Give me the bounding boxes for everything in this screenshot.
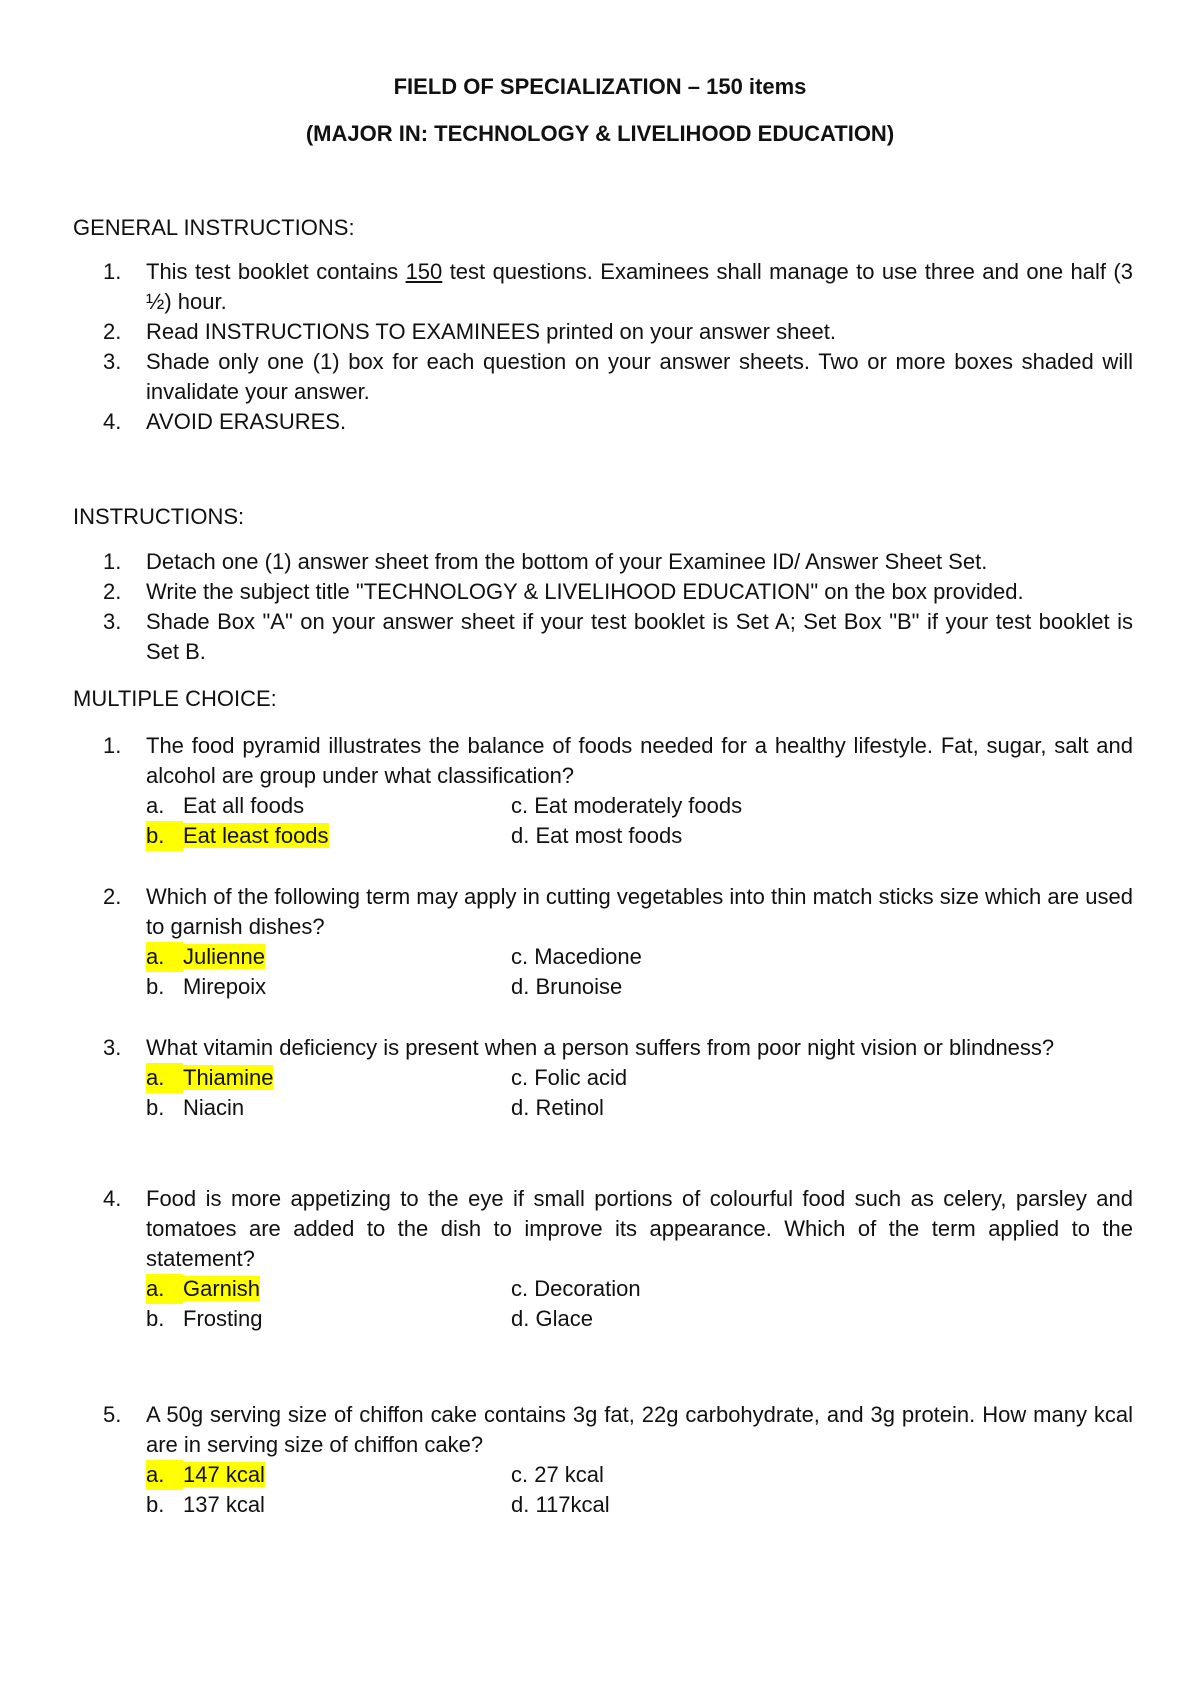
instructions-list xyxy=(73,547,1133,667)
question-stem xyxy=(73,1033,1133,1063)
option-b: b. Frosting xyxy=(146,1306,263,1331)
answer-options xyxy=(146,1063,1133,1123)
list-item xyxy=(73,257,1133,317)
option-c: c. Folic acid xyxy=(511,1065,628,1090)
item-text: AVOID ERASURES. xyxy=(146,409,347,434)
question-number: 3. xyxy=(103,1035,122,1060)
item-text: Read INSTRUCTIONS TO EXAMINEES printed on your answer sheet. xyxy=(146,319,837,344)
item-number: 2. xyxy=(103,579,122,604)
option-d: d. Glace xyxy=(511,1306,593,1331)
question-stem xyxy=(73,731,1133,791)
general-instructions-list xyxy=(73,257,1133,437)
option-a: a. Garnish xyxy=(146,1274,260,1304)
item-text: This test booklet contains 150 test questions. Examinees shall manage to use three and one half (3 ½) hour. xyxy=(146,259,1133,314)
question-5 xyxy=(73,1400,1133,1520)
question-stem xyxy=(73,1184,1133,1274)
question-text: Which of the following term may apply in cutting vegetables into thin match sticks size which are used to garnish dishes? xyxy=(146,884,1133,939)
option-b: b. 137 kcal xyxy=(146,1492,265,1517)
question-text: The food pyramid illustrates the balance of foods needed for a healthy lifestyle. Fat, sugar, salt and alcohol are group under what classification? xyxy=(146,733,1133,788)
list-item xyxy=(73,607,1133,667)
item-number: 2. xyxy=(103,319,122,344)
question-number: 4. xyxy=(103,1186,122,1211)
item-number: 1. xyxy=(103,549,122,574)
item-text: Detach one (1) answer sheet from the bottom of your Examinee ID/ Answer Sheet Set. xyxy=(146,549,988,574)
answer-options xyxy=(146,791,1133,851)
question-1 xyxy=(73,731,1133,851)
question-4 xyxy=(73,1184,1133,1334)
answer-options xyxy=(146,1274,1133,1334)
question-3 xyxy=(73,1033,1133,1123)
item-text: Write the subject title "TECHNOLOGY & LIVELIHOOD EDUCATION" on the box provided. xyxy=(146,579,1024,604)
page-subtitle: (MAJOR IN: TECHNOLOGY & LIVELIHOOD EDUCATION) xyxy=(305,121,895,146)
option-a: a. Eat all foods xyxy=(146,793,305,818)
item-text: Shade only one (1) box for each question on your answer sheets. Two or more boxes shaded will invalidate your answer. xyxy=(146,349,1133,404)
option-c: c. 27 kcal xyxy=(511,1462,604,1487)
answer-options xyxy=(146,1460,1133,1520)
list-item xyxy=(73,577,1133,607)
question-text: A 50g serving size of chiffon cake contains 3g fat, 22g carbohydrate, and 3g protein. How many kcal are in serving size of chiffon cake? xyxy=(146,1402,1133,1457)
option-a: a. Julienne xyxy=(146,942,265,972)
option-d: d. Retinol xyxy=(511,1095,604,1120)
underlined-count: 150 xyxy=(405,259,443,284)
option-b: b. Eat least foods xyxy=(146,821,329,851)
option-b: b. Mirepoix xyxy=(146,974,267,999)
correct-answer-highlight: 147 kcal xyxy=(183,1462,265,1487)
correct-answer-highlight: Thiamine xyxy=(183,1065,274,1090)
option-c: c. Decoration xyxy=(511,1276,641,1301)
correct-answer-highlight: Eat least foods xyxy=(183,823,329,848)
option-a: a. 147 kcal xyxy=(146,1460,265,1490)
question-number: 1. xyxy=(103,733,122,758)
question-2 xyxy=(73,882,1133,1002)
item-text: Shade Box "A" on your answer sheet if your test booklet is Set A; Set Box "B" if your test booklet is Set B. xyxy=(146,609,1133,664)
list-item xyxy=(73,347,1133,407)
list-item xyxy=(73,407,1133,437)
correct-answer-highlight: Garnish xyxy=(183,1276,261,1301)
option-d: d. 117kcal xyxy=(511,1492,610,1517)
question-stem xyxy=(73,882,1133,942)
option-c: c. Eat moderately foods xyxy=(511,793,743,818)
option-d: d. Brunoise xyxy=(511,974,623,999)
question-text: Food is more appetizing to the eye if small portions of colourful food such as celery, parsley and tomatoes are added to the dish to improve its appearance. Which of the term applied to the statement? xyxy=(146,1186,1133,1271)
item-number: 4. xyxy=(103,409,122,434)
multiple-choice-heading: MULTIPLE CHOICE: xyxy=(73,686,277,711)
item-number: 3. xyxy=(103,609,122,634)
question-number: 2. xyxy=(103,884,122,909)
correct-answer-highlight: Julienne xyxy=(183,944,265,969)
question-number: 5. xyxy=(103,1402,122,1427)
option-a: a. Thiamine xyxy=(146,1063,273,1093)
option-b: b. Niacin xyxy=(146,1095,245,1120)
instructions-heading: INSTRUCTIONS: xyxy=(73,504,245,529)
answer-options xyxy=(146,942,1133,1002)
general-instructions-heading: GENERAL INSTRUCTIONS: xyxy=(73,215,355,240)
option-d: d. Eat most foods xyxy=(511,823,683,848)
question-stem xyxy=(73,1400,1133,1460)
item-number: 1. xyxy=(103,259,122,284)
item-number: 3. xyxy=(103,349,122,374)
option-c: c. Macedione xyxy=(511,944,642,969)
page-title: FIELD OF SPECIALIZATION – 150 items xyxy=(393,74,807,99)
list-item xyxy=(73,317,1133,347)
list-item xyxy=(73,547,1133,577)
question-text: What vitamin deficiency is present when a person suffers from poor night vision or blindness? xyxy=(146,1035,1055,1060)
